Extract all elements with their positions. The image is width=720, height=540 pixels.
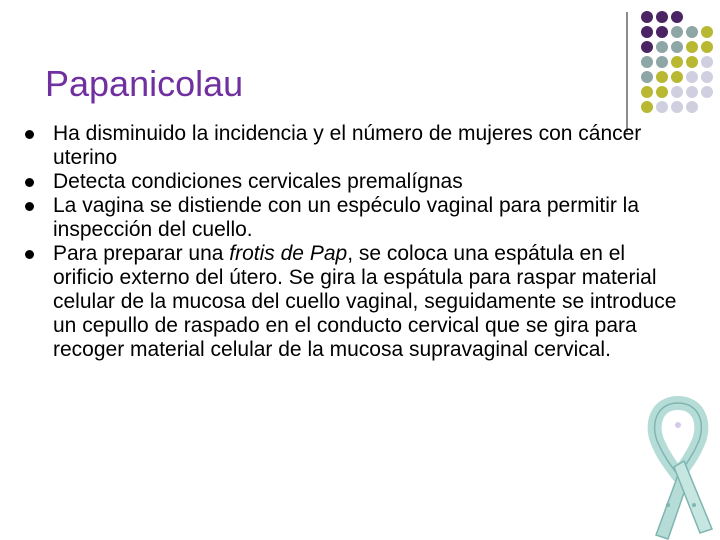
bullet-text-part: , se coloca una espátula en el orificio externo del útero. Se gira la espátula para raspar material celular de la mucosa del cuello vaginal, seguidamente se introduce un cepullo de raspado en el conducto cervical que se gira para recoger material celular de la mucosa supravaginal cervical. bbox=[53, 242, 677, 361]
bullet-dot-icon bbox=[25, 178, 34, 187]
bullet-item bbox=[35, 170, 685, 194]
slide-title: Papanicolau bbox=[45, 63, 244, 104]
bullet-item bbox=[35, 242, 685, 362]
bullet-dot-icon bbox=[25, 202, 34, 211]
bullet-dot-icon bbox=[25, 130, 34, 139]
bullet-text: Ha disminuido la incidencia y el número de mujeres con cáncer uterino bbox=[53, 122, 642, 169]
bullet-text-part: Para preparar una bbox=[53, 242, 230, 265]
bullet-text bbox=[53, 242, 685, 362]
bullet-list bbox=[35, 122, 685, 362]
bullet-item bbox=[35, 194, 685, 242]
bullet-italic-term: frotis de Pap bbox=[229, 242, 348, 265]
bullet-item bbox=[35, 122, 685, 170]
bullet-text: La vagina se distiende con un espéculo vaginal para permitir la inspección del cuello. bbox=[53, 194, 640, 241]
decorative-divider bbox=[626, 12, 628, 132]
decorative-dot-grid bbox=[640, 10, 720, 120]
bullet-dot-icon bbox=[25, 250, 34, 259]
awareness-ribbon-icon bbox=[638, 395, 720, 540]
bullet-text: Detecta condiciones cervicales premalígnas bbox=[53, 170, 463, 193]
